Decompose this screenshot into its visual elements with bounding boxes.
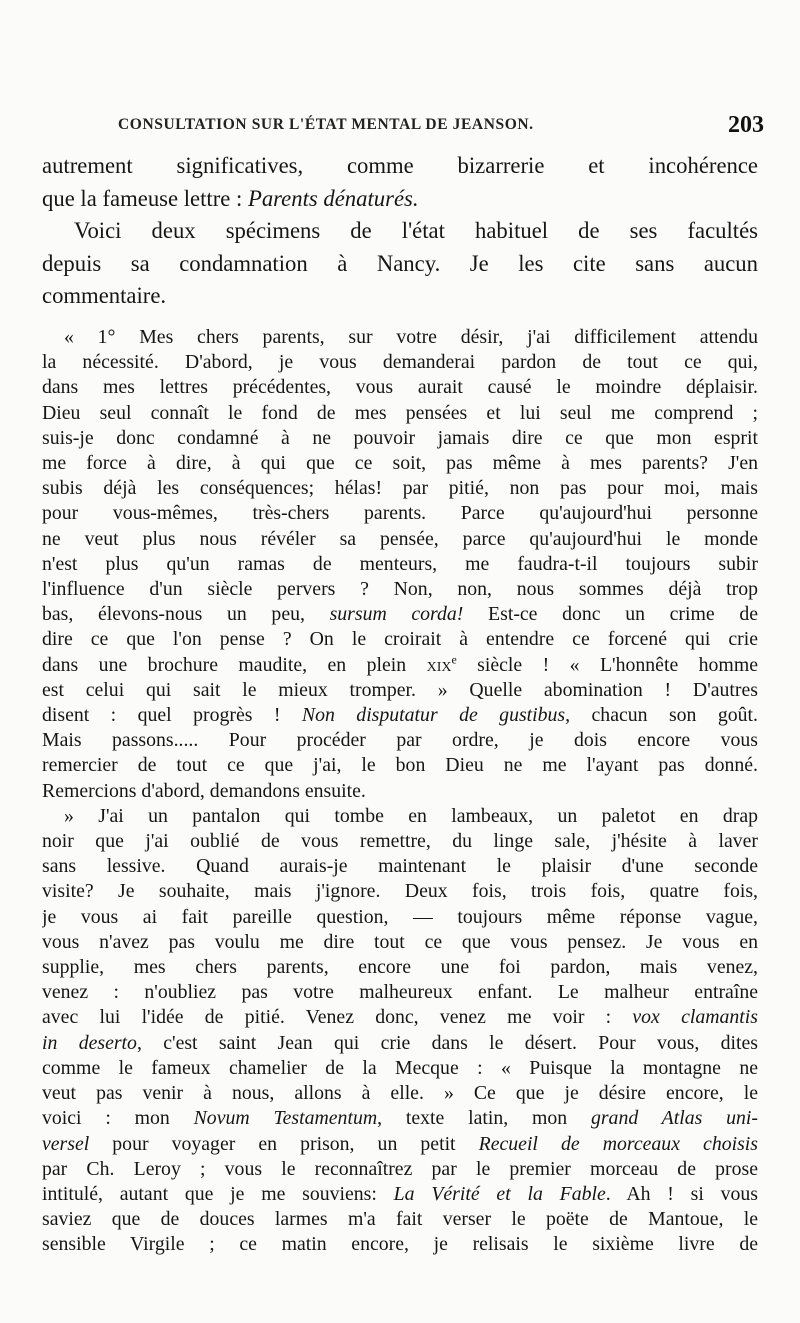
- text-run: , chacun son goût.: [565, 704, 758, 727]
- text-line: [42, 1182, 758, 1207]
- text-line: sans lessive. Quand aurais-je maintenant le plaisir d'une seconde: [42, 855, 758, 878]
- text-line: » J'ai un pantalon qui tombe en lambeaux, un paletot en drap: [64, 804, 758, 827]
- book-title: Novum Testamentum: [193, 1107, 378, 1130]
- text-run: . Ah ! si vous: [605, 1182, 758, 1205]
- text-run: que la fameuse lettre :: [42, 185, 248, 211]
- latin-phrase: Non disputatur de gustibus: [301, 704, 566, 727]
- text-line: l'influence d'un siècle pervers ? Non, non, nous sommes déjà trop: [42, 578, 758, 601]
- text-line: venez : n'oubliez pas votre malheureux enfant. Le malheur entraîne: [42, 981, 758, 1004]
- text-run: Est-ce donc un crime de: [463, 603, 758, 626]
- text-line: pour vous-mêmes, très-chers parents. Parce qu'aujourd'hui personne: [42, 502, 758, 525]
- text-line: sensible Virgile ; ce matin encore, je relisais le sixième livre de: [42, 1233, 758, 1256]
- text-line: dire ce que l'on pense ? On le croirait à entendre ce forcené qui crie: [42, 628, 758, 651]
- text-line: Voici deux spécimens de l'état habituel de ses facultés: [74, 218, 758, 243]
- text-line: [42, 653, 758, 678]
- text-line: dans mes lettres précédentes, vous aurait causé le moindre déplaisir.: [42, 376, 758, 399]
- text-line: par Ch. Leroy ; vous le reconnaîtrez par le premier morceau de prose: [42, 1157, 758, 1180]
- text-line: la nécessité. D'abord, je vous demanderai pardon de tout ce qui,: [42, 351, 758, 374]
- text-run: voici : mon: [42, 1107, 194, 1130]
- text-line: [42, 1005, 758, 1030]
- text-line: vous n'avez pas voulu me dire tout ce que vous pensez. Je vous en: [42, 930, 758, 953]
- running-title: CONSULTATION SUR L'ÉTAT MENTAL DE JEANSON.: [118, 116, 534, 133]
- text-line: me force à dire, à qui que ce soit, pas même à mes parents? J'en: [42, 452, 758, 475]
- page-number: 203: [728, 112, 764, 138]
- book-title: La Vérité et la Fable: [393, 1182, 606, 1205]
- text-run: bas, élevons-nous un peu,: [42, 603, 330, 626]
- text-run: dans une brochure maudite, en plein: [42, 653, 427, 676]
- book-title: grand Atlas uni-: [590, 1107, 758, 1130]
- text-run: , c'est saint Jean qui crie dans le désert. Pour vous, dites: [136, 1031, 758, 1054]
- latin-phrase: sursum corda!: [329, 603, 464, 626]
- text-run: siècle ! « L'honnête homme: [456, 653, 758, 676]
- text-line: remercier de tout ce que j'ai, le bon Dieu ne me l'ayant pas donné.: [42, 754, 758, 777]
- text-line: Remercions d'abord, demandons ensuite.: [42, 779, 366, 802]
- latin-phrase: vox clamantis: [632, 1006, 758, 1029]
- text-line: noir que j'ai oublié de vous remettre, du linge sale, j'hésite à laver: [42, 830, 758, 853]
- text-line: Mais passons..... Pour procéder par ordre, je dois encore vous: [42, 729, 758, 752]
- latin-phrase: in deserto: [42, 1031, 137, 1054]
- text-line: comme le fameux chamelier de la Mecque : « Puisque la montagne ne: [42, 1056, 758, 1079]
- intro-paragraphs: [42, 150, 758, 313]
- text-run: intitulé, autant que je me souviens:: [42, 1182, 394, 1205]
- text-line: [42, 1106, 758, 1131]
- text-line: depuis sa condamnation à Nancy. Je les cite sans aucun: [42, 250, 758, 276]
- text-line: veut pas venir à nous, allons à elle. » Ce que je désire encore, le: [42, 1082, 758, 1105]
- text-line: [42, 703, 758, 728]
- text-line: supplie, mes chers parents, encore une foi pardon, mais venez,: [42, 956, 758, 979]
- text-line: « 1° Mes chers parents, sur votre désir, j'ai difficilement attendu: [64, 326, 758, 348]
- text-line: je vous ai fait pareille question, — toujours même réponse vague,: [42, 905, 758, 928]
- text-line: suis-je donc condamné à ne pouvoir jamais dire ce que mon esprit: [42, 426, 758, 449]
- text-line: visite? Je souhaite, mais j'ignore. Deux fois, trois fois, quatre fois,: [42, 880, 758, 903]
- book-title: versel: [42, 1132, 90, 1155]
- page-header: [118, 112, 764, 142]
- text-run: avec lui l'idée de pitié. Venez donc, venez me voir :: [42, 1006, 633, 1029]
- text-line: ne veut plus nous révéler sa pensée, parce qu'aujourd'hui le monde: [42, 527, 758, 550]
- text-line: [42, 1132, 758, 1157]
- text-line: subis déjà les conséquences; hélas! par pitié, non pas pour moi, mais: [42, 477, 758, 500]
- quoted-letter: [42, 325, 758, 1258]
- letter-title: Parents dénaturés.: [247, 185, 419, 211]
- century-numeral: xix: [426, 653, 452, 676]
- text-run: disent : quel progrès !: [42, 704, 302, 727]
- text-line: autrement significatives, comme bizarrerie et incohérence: [42, 153, 758, 178]
- text-run: , texte latin, mon: [377, 1107, 591, 1130]
- text-run: pour voyager en prison, un petit: [89, 1132, 479, 1155]
- text-line: [42, 183, 758, 216]
- text-line: n'est plus qu'un ramas de menteurs, me faudra-t-il toujours subir: [42, 552, 758, 575]
- book-title: Recueil de morceaux choisis: [478, 1132, 758, 1155]
- text-line: est celui qui sait le mieux tromper. » Quelle abomination ! D'autres: [42, 678, 758, 701]
- text-line: Dieu seul connaît le fond de mes pensées et lui seul me comprend ;: [42, 401, 758, 424]
- ordinal-suffix: e: [451, 652, 457, 667]
- text-line: [42, 1031, 758, 1056]
- text-line: [42, 602, 758, 627]
- text-line: commentaire.: [42, 283, 167, 308]
- text-line: saviez que de douces larmes m'a fait verser le poëte de Mantoue, le: [42, 1208, 758, 1231]
